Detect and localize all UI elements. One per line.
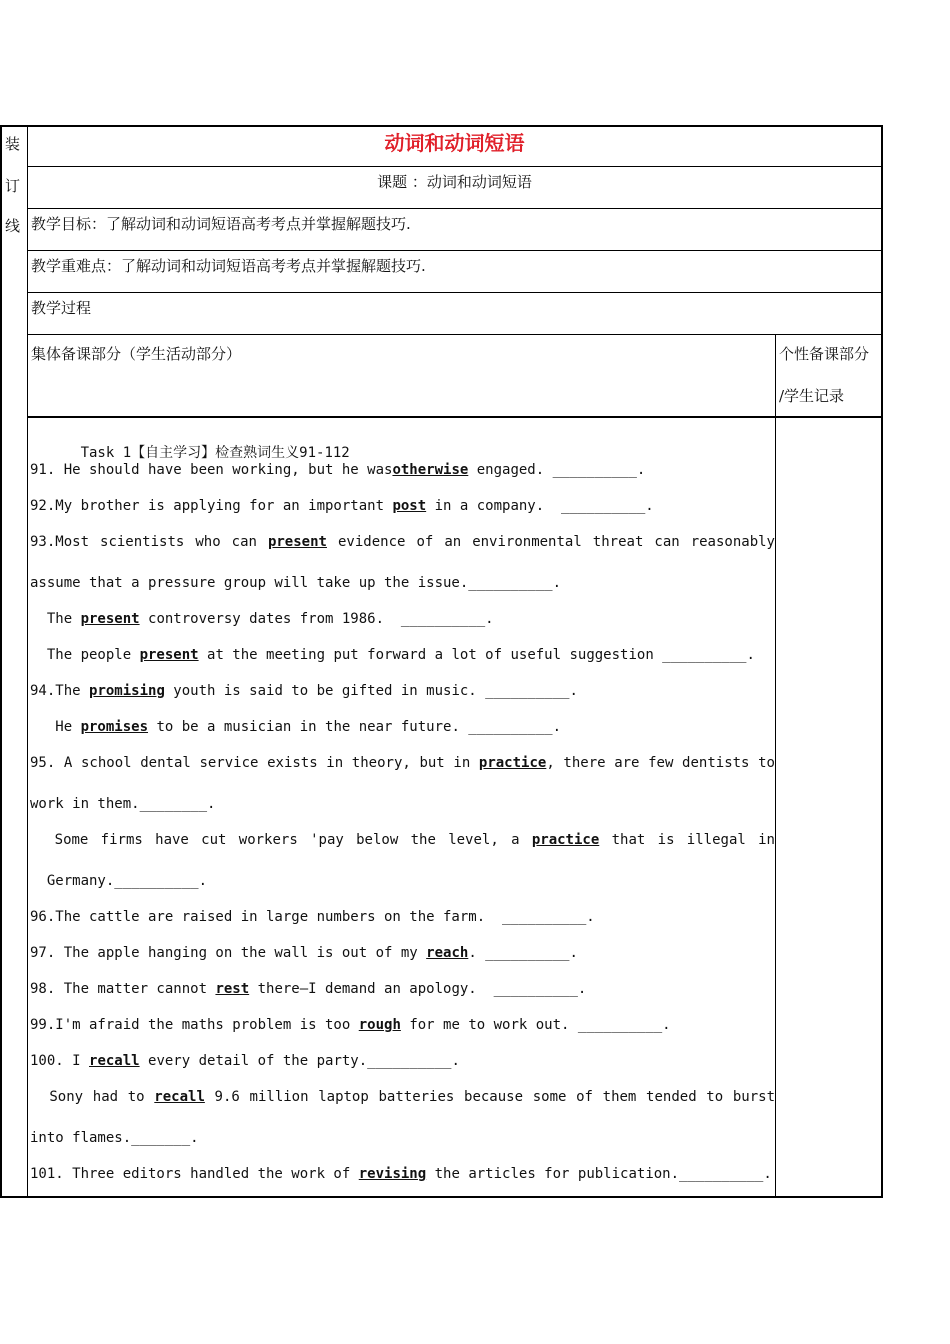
key-word: present xyxy=(267,534,327,550)
line-text: 93.Most scientists who can xyxy=(30,534,268,550)
line-text: work in them.________. xyxy=(30,796,216,812)
line-text: The people xyxy=(30,647,140,663)
line-text: 94.The xyxy=(30,683,90,699)
collective-header: 集体备课部分（学生活动部分） xyxy=(31,345,242,363)
margin-char-3: 线 xyxy=(5,217,21,235)
line-text: The xyxy=(30,611,81,627)
key-word: revising xyxy=(358,1166,427,1182)
exercise-line xyxy=(30,832,775,848)
key-word: otherwise xyxy=(392,462,469,478)
exercise-line xyxy=(30,647,755,663)
exercise-line xyxy=(30,498,654,514)
line-text: He xyxy=(30,719,81,735)
line-text: 99.I'm afraid the maths problem is too xyxy=(30,1017,359,1033)
exercise-line xyxy=(30,755,775,771)
task-description: 检查熟词生义 xyxy=(215,445,300,461)
line-text: 98. The matter cannot xyxy=(30,981,216,997)
line-text: that is illegal in xyxy=(599,832,775,848)
line-text: to be a musician in the near future. __________. xyxy=(148,719,562,735)
personal-header xyxy=(779,333,869,417)
line-text: engaged. __________. xyxy=(468,462,646,478)
line-text: at the meeting put forward a lot of useful suggestion __________. xyxy=(198,647,755,663)
exercise-line xyxy=(30,909,595,925)
exercise-line xyxy=(30,1166,772,1182)
teaching-difficulty: 教学重难点：了解动词和动词短语高考考点并掌握解题技巧. xyxy=(28,251,881,293)
exercise-line xyxy=(30,796,215,812)
subject-line: 课题 ：动词和动词短语 xyxy=(28,167,881,209)
line-text: 92.My brother is applying for an important xyxy=(30,498,393,514)
column-divider xyxy=(775,335,776,1198)
line-text: youth is said to be gifted in music. __________. xyxy=(164,683,578,699)
exercise-line xyxy=(30,575,561,591)
line-text: , there are few dentists to xyxy=(546,755,775,771)
exercise-line xyxy=(30,534,775,550)
line-text: into flames._______. xyxy=(30,1130,199,1146)
line-text: every detail of the party.__________. xyxy=(139,1053,460,1069)
line-text: Sony had to xyxy=(30,1089,155,1105)
exercise-line xyxy=(30,945,578,961)
exercise-line xyxy=(30,719,561,735)
line-text: in a company. __________. xyxy=(426,498,654,514)
key-word: rough xyxy=(358,1017,401,1033)
task-bracket: 【自主学习】 xyxy=(131,445,216,461)
task-label: Task 1 xyxy=(80,445,132,461)
key-word: practice xyxy=(531,832,600,848)
line-text: Some firms have cut workers 'pay below the level, a xyxy=(30,832,532,848)
personal-header-line2: /学生记录 xyxy=(779,387,845,405)
exercise-line xyxy=(30,981,586,997)
line-text: 100. I xyxy=(30,1053,90,1069)
exercise-line xyxy=(30,1017,671,1033)
task-range: 91-112 xyxy=(299,445,350,461)
line-text: the articles for publication.__________. xyxy=(426,1166,772,1182)
exercise-line xyxy=(30,873,207,889)
lesson-plan-table xyxy=(0,125,883,1198)
key-word: present xyxy=(80,611,140,627)
line-text: 101. Three editors handled the work of xyxy=(30,1166,359,1182)
margin-char-1: 装 xyxy=(5,135,21,153)
key-word: post xyxy=(392,498,427,514)
line-text: controversy dates from 1986. __________. xyxy=(139,611,494,627)
line-text: evidence of an environmental threat can reasonably xyxy=(326,534,775,550)
exercise-line xyxy=(30,683,578,699)
line-text: 95. A school dental service exists in theory, but in xyxy=(30,755,479,771)
key-word: promising xyxy=(89,683,165,699)
key-word: recall xyxy=(154,1089,205,1105)
exercise-line xyxy=(30,1053,460,1069)
binding-margin xyxy=(2,127,28,1196)
key-word: promises xyxy=(80,719,149,735)
key-word: recall xyxy=(89,1053,140,1069)
exercise-line xyxy=(30,462,645,478)
exercise-line xyxy=(30,1089,775,1105)
key-word: present xyxy=(139,647,199,663)
line-text: assume that a pressure group will take up the issue.__________. xyxy=(30,575,562,591)
line-text: 9.6 million laptop batteries because some of them tended to burst xyxy=(204,1089,775,1105)
exercise-line xyxy=(30,1130,199,1146)
line-text: Germany.__________. xyxy=(30,873,208,889)
exercise-line xyxy=(30,611,494,627)
personal-header-line1: 个性备课部分 xyxy=(779,345,870,363)
line-text: . __________. xyxy=(468,945,578,961)
key-word: rest xyxy=(215,981,250,997)
key-word: practice xyxy=(478,755,547,771)
line-text: 97. The apple hanging on the wall is out of my xyxy=(30,945,427,961)
key-word: reach xyxy=(426,945,469,961)
page-title: 动词和动词短语 xyxy=(28,127,881,167)
line-text: 96.The cattle are raised in large numbers on the farm. __________. xyxy=(30,909,595,925)
margin-char-2: 订 xyxy=(5,177,21,195)
line-text: 91. He should have been working, but he was xyxy=(30,462,393,478)
teaching-goal: 教学目标：了解动词和动词短语高考考点并掌握解题技巧. xyxy=(28,209,881,251)
line-text: there—I demand an apology. __________. xyxy=(249,981,587,997)
column-header-row xyxy=(28,335,881,418)
line-text: for me to work out. __________. xyxy=(400,1017,671,1033)
teaching-process: 教学过程 xyxy=(28,293,881,335)
